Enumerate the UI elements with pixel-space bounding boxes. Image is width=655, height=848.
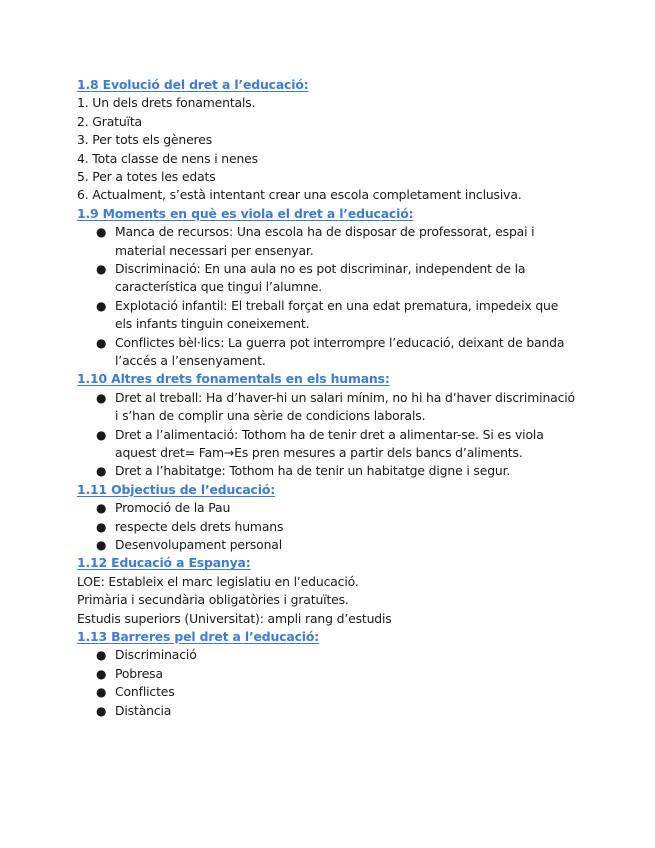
- list-item-text: Manca de recursos: Una escola ha de disposar de professorat, espai i material necessari per ensenyar.: [115, 224, 535, 258]
- list-item-text: Dret a l’alimentació: Tothom ha de tenir dret a alimentar-se. Si es viola aquest dret= Fam→Es pren mesures a partir dels bancs d’aliments.: [115, 426, 544, 460]
- paragraph-line: Estudis superiors (Universitat): ampli rang d’estudis: [77, 610, 392, 626]
- bullet-icon: ●: [96, 703, 107, 718]
- paragraph-line: Primària i secundària obligatòries i gratuïtes.: [77, 592, 349, 608]
- bullet-icon: ●: [96, 335, 107, 350]
- list-item: [77, 702, 577, 720]
- list-item: 3. Per tots els gèneres: [77, 132, 213, 148]
- section-heading-1-8[interactable]: 1.8 Evolució del dret a l’educació:: [77, 77, 309, 92]
- bullet-icon: ●: [96, 501, 107, 516]
- document-content: [77, 76, 577, 720]
- list-item-text: Distància: [115, 702, 172, 718]
- violations-list: [77, 223, 577, 370]
- list-item: [77, 334, 575, 371]
- list-item-text: Discriminació: [115, 647, 197, 663]
- list-item: [77, 426, 575, 463]
- list-item-text: Explotació infantil: El treball forçat en una edat prematura, impedeix que els infants tinguin coneixement.: [115, 297, 559, 332]
- list-item: 6. Actualment, s’està intentant crear una escola completament inclusiva.: [77, 187, 522, 203]
- list-item: 1. Un dels drets fonamentals.: [77, 95, 256, 111]
- bullet-icon: ●: [96, 225, 107, 240]
- section-heading-1-10[interactable]: 1.10 Altres drets fonamentals en els humans:: [77, 371, 390, 387]
- list-item: [77, 389, 575, 426]
- list-item: 4. Tota classe de nens i nenes: [77, 150, 258, 166]
- list-item: [77, 499, 577, 517]
- bullet-icon: ●: [96, 666, 107, 681]
- list-item-text: Dret al treball: Ha d’haver-hi un salari mínim, no hi ha d’haver discriminació i s’han de complir una sèrie de condicions laborals.: [115, 389, 575, 424]
- list-item: 2. Gratuïta: [77, 113, 143, 129]
- section-heading-1-12[interactable]: 1.12 Educació a Espanya:: [77, 555, 251, 571]
- list-item-text: Dret a l’habitatge: Tothom ha de tenir un habitatge digne i segur.: [115, 463, 511, 479]
- list-item: [77, 665, 577, 683]
- bullet-icon: ●: [96, 390, 107, 405]
- barriers-list: [77, 646, 577, 720]
- list-item-text: Promoció de la Pau: [115, 500, 231, 516]
- bullet-icon: ●: [96, 261, 107, 276]
- list-item: [77, 518, 577, 536]
- list-item-text: Discriminació: En una aula no es pot discriminar, independent de la característica que tingui l’alumne.: [115, 260, 526, 295]
- list-item-text: Desenvolupament personal: [115, 537, 283, 552]
- objectives-list: [77, 499, 577, 554]
- list-item: 5. Per a totes les edats: [77, 168, 216, 184]
- bullet-icon: ●: [96, 519, 107, 534]
- bullet-icon: ●: [96, 648, 107, 663]
- list-item: [77, 223, 575, 260]
- list-item: [77, 462, 575, 480]
- section-heading-1-13[interactable]: 1.13 Barreres pel dret a l’educació:: [77, 628, 320, 644]
- bullet-icon: ●: [96, 298, 107, 313]
- bullet-icon: ●: [96, 538, 107, 552]
- list-item: [77, 297, 575, 334]
- bullet-icon: ●: [96, 685, 107, 700]
- list-item: [77, 646, 577, 664]
- bullet-icon: ●: [96, 427, 107, 442]
- bullet-icon: ●: [96, 464, 107, 479]
- list-item: [77, 683, 577, 701]
- section-heading-1-9[interactable]: 1.9 Moments en què es viola el dret a l’educació:: [77, 205, 414, 221]
- list-item-text: Conflictes: [115, 684, 175, 700]
- rights-list: [77, 389, 577, 481]
- paragraph-line: LOE: Estableix el marc legislatiu en l’educació.: [77, 573, 359, 589]
- list-item: [77, 260, 575, 297]
- section-heading-1-11[interactable]: 1.11 Objectius de l’educació:: [77, 481, 276, 497]
- list-item-text: respecte dels drets humans: [115, 518, 284, 534]
- list-item-text: Conflictes bèl·lics: La guerra pot interrompre l’educació, deixant de banda l’accés a l’ensenyament.: [115, 334, 565, 368]
- list-item: [77, 536, 577, 554]
- list-item-text: Pobresa: [115, 665, 163, 681]
